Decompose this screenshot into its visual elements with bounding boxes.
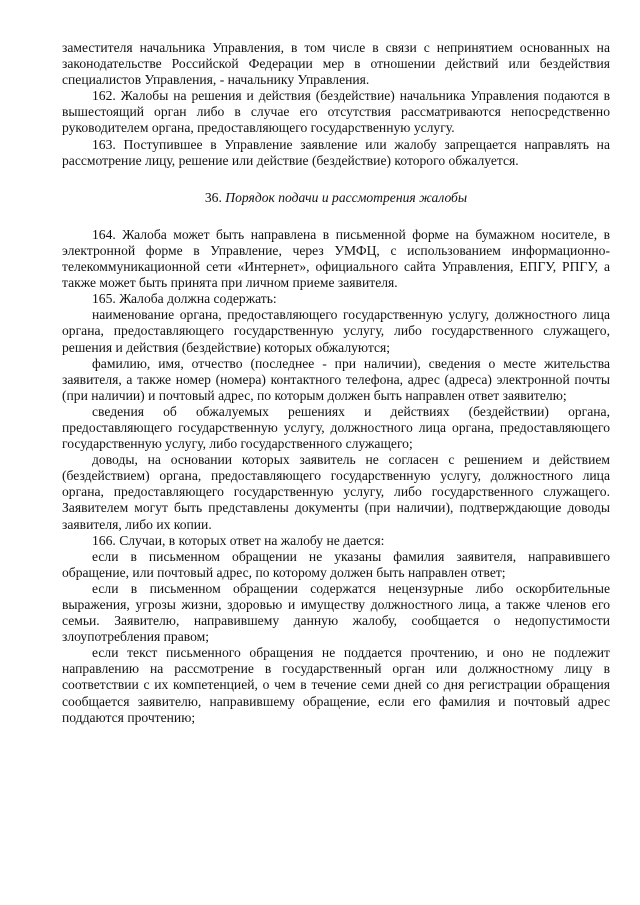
section-heading xyxy=(62,190,610,206)
document-page xyxy=(62,40,610,726)
paragraph-165-item-arguments: доводы, на основании которых заявитель не согласен с решением и действием (бездействием) органа, предоставляющего государственную услугу, должностного лица органа, предоставляющего государственную услугу, либо государственного служащего. Заявителем могут быть представлены документы (при наличии), подтверждающие доводы заявителя, либо их копии. xyxy=(62,452,610,532)
paragraph-165-item-applicant: фамилию, имя, отчество (последнее - при наличии), сведения о месте жительства заявителя, а также номер (номера) контактного телефона, адрес (адреса) электронной почты (при наличии) и почтовый адрес, по которым должен быть направлен ответ заявителю; xyxy=(62,355,610,403)
paragraph-164: 164. Жалоба может быть направлена в письменной форме на бумажном носителе, в электронной форме в Управление, через УМФЦ, с использованием информационно-телекоммуникационной сети «Интернет», официального сайта Управления, ЕПГУ, РПГУ, а также может быть принята при личном приеме заявителя. xyxy=(62,226,610,291)
paragraph-163: 163. Поступившее в Управление заявление или жалобу запрещается направлять на рассмотрение лицу, решение или действие (бездействие) которого обжалуется. xyxy=(62,136,610,168)
paragraph-166-case-no-name: если в письменном обращении не указаны фамилия заявителя, направившего обращение, или почтовый адрес, по которому должен быть направлен ответ; xyxy=(62,548,610,580)
paragraph-165: 165. Жалоба должна содержать: xyxy=(92,291,277,307)
paragraph-161-continuation: заместителя начальника Управления, в том числе в связи с непринятием основанных на законодательстве Российской Федерации мер в отношении действий или бездействия специалистов Управления, - начальнику Управления. xyxy=(62,40,610,88)
paragraph-166-case-obscene: если в письменном обращении содержатся нецензурные либо оскорбительные выражения, угрозы жизни, здоровью и имуществу должностного лица, а также членов его семьи. Заявителю, направившему данную жалобу, сообщается о недопустимости злоупотребления правом; xyxy=(62,580,610,645)
section-title: Порядок подачи и рассмотрения жалобы xyxy=(225,189,468,205)
paragraph-165-item-decisions: сведения об обжалуемых решениях и действиях (бездействии) органа, предоставляющего государственную услугу, должностного лица органа, предоставляющего государственную услугу, либо государственного служащего; xyxy=(62,403,610,452)
section-number: 36. xyxy=(204,189,222,205)
paragraph-166-case-unreadable: если текст письменного обращения не поддается прочтению, и оно не подлежит направлению на рассмотрение в государственный орган или должностному лицу в соответствии с их компетенцией, о чем в течение семи дней со дня регистрации обращения сообщается заявителю, направившему обращение, если его фамилия и почтовый адрес поддаются прочтению; xyxy=(62,645,610,725)
paragraph-166: 166. Случаи, в которых ответ на жалобу не дается: xyxy=(92,532,385,548)
paragraph-162: 162. Жалобы на решения и действия (бездействие) начальника Управления подаются в вышестоящий орган либо в случае его отсутствия рассматриваются непосредственно руководителем органа, предоставляющего государственную услугу. xyxy=(62,88,610,136)
paragraph-165-item-name: наименование органа, предоставляющего государственную услугу, должностного лица органа, предоставляющего государственную услугу, либо государственного служащего, решения и действия (бездействие) которых обжалуются; xyxy=(62,307,610,355)
